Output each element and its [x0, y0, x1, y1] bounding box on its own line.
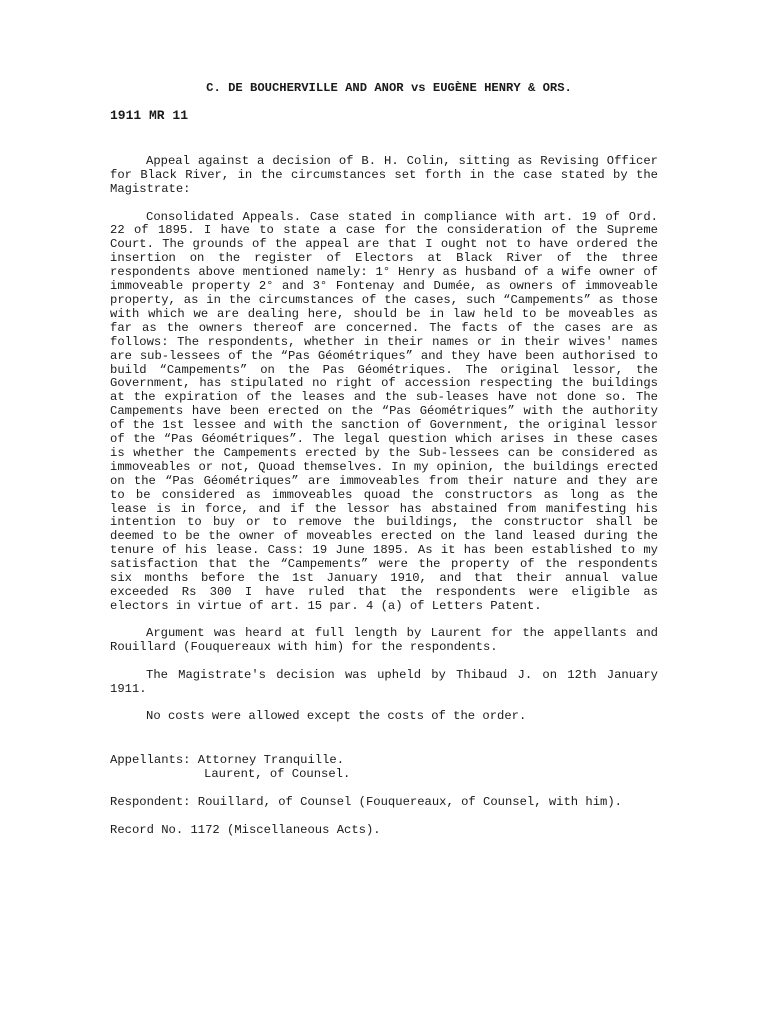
case-title: C. DE BOUCHERVILLE AND ANOR vs EUGÈNE HENRY & ORS. [206, 81, 572, 95]
paragraph-costs: No costs were allowed except the costs of the order. [146, 709, 527, 724]
appellants-label: Appellants: [110, 753, 191, 768]
appellants-line2: Laurent, of Counsel. [204, 767, 351, 782]
appellants-line1: Attorney Tranquille. [197, 753, 345, 768]
respondent-text: Rouillard, of Counsel (Fouquereaux, of Counsel, with him). [197, 795, 622, 810]
appellants-row [110, 754, 658, 768]
record-number: Record No. 1172 (Miscellaneous Acts). [110, 823, 381, 838]
respondent-label: Respondent: [110, 795, 191, 810]
respondent-row [110, 796, 658, 810]
document-page [110, 82, 658, 838]
counsel-footer [110, 754, 658, 838]
case-date: 1911 MR 11 [110, 107, 189, 123]
paragraph-decision: The Magistrate's decision was upheld by Thibaud J. on 12th January 1911. [110, 667, 658, 696]
paragraph-argument: Argument was heard at full length by Laurent for the appellants and Rouillard (Fouquereaux with him) for the respondents. [110, 625, 658, 654]
paragraph-case-stated: Consolidated Appeals. Case stated in compliance with art. 19 of Ord. 22 of 1895. I have to state a case for the consideration of the Supreme Court. The grounds of the appeal are that I ought not to have ordered the insertion on the register of Electors at Black River of the three respondents above mentioned namely: 1° Henry as husband of a wife owner of immoveable property 2° and 3° Fontenay and Dumée, as owners of immoveable property, as in the circumstances of the cases, such “Campements” as those with which we are dealing here, should be in law held to be moveables as far as the owners thereof are concerned. The facts of the cases are as follows: The respondents, whether in their names or in their wives' names are sub-lessees of the “Pas Géométriques” and they have been authorised to build “Campements” on the Pas Géométriques. The original lessor, the Government, has stipulated no right of accession respecting the buildings at the expiration of the leases and the sub-leases have not done so. The Campements have been erected on the “Pas Géométriques” with the authority of the 1st lessee and with the sanction of Government, the original lessor of the “Pas Géométriques”. The legal question which arises in these cases is whether the Campements erected by the Sub-lessees can be considered as immoveables or not, Quoad themselves. In my opinion, the buildings erected on the “Pas Géométriques” are immoveables from their nature and they are to be considered as immoveables quoad the constructors as long as the lease is in force, and if the lessor has abstained from manifesting his intention to buy or to remove the buildings, the constructor shall be deemed to be the owner of moveables erected on the land leased during the tenure of his lease. Cass: 19 June 1895. As it has been established to my satisfaction that the “Campements” were the property of the respondents six months before the 1st January 1910, and that their annual value exceeded Rs 300 I have ruled that the respondents were eligible as electors in virtue of art. 15 par. 4 (a) of Letters Patent. [110, 209, 658, 613]
paragraph-appeal: Appeal against a decision of B. H. Colin, sitting as Revising Officer for Black River, in the circumstances set forth in the case stated by the Magistrate: [110, 153, 658, 196]
